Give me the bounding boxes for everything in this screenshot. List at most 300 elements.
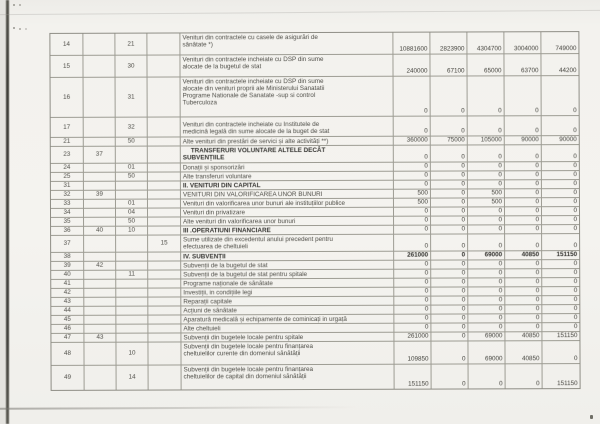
value-col-4 bbox=[505, 305, 542, 313]
indicator-name bbox=[180, 55, 393, 77]
indicator-name-text: Subvenții de la bugetul de stat pentru spitale bbox=[183, 271, 308, 279]
row-number bbox=[51, 138, 84, 146]
code-chapter bbox=[83, 34, 115, 55]
row-number bbox=[51, 289, 84, 297]
value-col-3-text: 0 bbox=[498, 323, 503, 331]
code-subchapter bbox=[116, 218, 148, 226]
value-col-2-text: 0 bbox=[461, 107, 465, 115]
code-subchapter-text: 10 bbox=[128, 350, 136, 358]
value-col-1 bbox=[394, 324, 431, 332]
value-col-4 bbox=[505, 251, 542, 259]
value-col-4-text: 0 bbox=[535, 127, 539, 135]
value-col-1-text: 0 bbox=[424, 153, 428, 161]
indicator-name-text: Venituri din contractele incheiate cu DSP din sume alocate din venituri proprii ale Ministerului Sanatatii Programe Nationale de Sanatate -sup si control Tuberculoza bbox=[182, 77, 325, 107]
code-chapter bbox=[84, 280, 116, 288]
indicator-name bbox=[181, 333, 394, 342]
value-col-3-text: 0 bbox=[498, 314, 503, 322]
code-chapter bbox=[84, 289, 116, 297]
value-col-1-text: 0 bbox=[424, 107, 428, 115]
code-paragraph bbox=[148, 226, 181, 234]
code-paragraph bbox=[148, 270, 181, 278]
value-col-3 bbox=[468, 251, 505, 259]
value-col-4 bbox=[505, 145, 542, 161]
value-col-5-text: 0 bbox=[573, 305, 578, 313]
value-col-5-text: 0 bbox=[573, 269, 578, 277]
value-col-5 bbox=[542, 216, 579, 224]
code-paragraph bbox=[148, 137, 181, 145]
value-col-5 bbox=[542, 198, 579, 206]
code-subchapter-text: 01 bbox=[127, 200, 135, 208]
row-number bbox=[51, 200, 84, 208]
value-col-5-text: 0 bbox=[573, 314, 578, 322]
value-col-3-text: 0 bbox=[498, 153, 502, 161]
value-col-5-text: 0 bbox=[573, 198, 577, 206]
indicator-name bbox=[181, 261, 394, 270]
indicator-name-text: Venituri din valorificarea unor bunuri ale instituțiilor publice bbox=[182, 199, 346, 208]
value-col-1-text: 0 bbox=[424, 278, 429, 286]
value-col-1 bbox=[393, 55, 430, 76]
value-col-2-text: 0 bbox=[461, 314, 466, 322]
code-paragraph bbox=[148, 217, 181, 225]
code-paragraph bbox=[148, 190, 181, 198]
value-col-2 bbox=[431, 76, 468, 115]
value-col-1-text: 0 bbox=[424, 207, 429, 215]
indicator-name-text: Donații și sponsorizări bbox=[182, 164, 245, 172]
value-col-1-text: 10881600 bbox=[399, 45, 428, 53]
indicator-name bbox=[181, 163, 394, 172]
row-number bbox=[51, 209, 84, 217]
code-chapter bbox=[84, 298, 116, 306]
indicator-name bbox=[181, 235, 394, 252]
value-col-1 bbox=[394, 199, 431, 207]
code-paragraph bbox=[148, 235, 181, 251]
row-number-text: 16 bbox=[63, 93, 71, 101]
code-subchapter bbox=[117, 366, 149, 390]
value-col-5-text: 0 bbox=[573, 162, 577, 170]
value-col-2 bbox=[431, 332, 468, 340]
value-col-1 bbox=[394, 208, 431, 216]
value-col-3-text: 0 bbox=[498, 260, 503, 268]
value-col-5 bbox=[542, 136, 579, 144]
value-col-1 bbox=[394, 333, 431, 341]
indicator-name bbox=[181, 342, 394, 365]
value-col-3-text: 0 bbox=[498, 216, 503, 224]
code-chapter bbox=[84, 191, 116, 199]
value-col-1-text: 0 bbox=[424, 171, 428, 179]
row-number-text: 43 bbox=[63, 298, 71, 306]
value-col-4 bbox=[504, 32, 541, 53]
indicator-name-text: Investiții, in condițiile legi bbox=[183, 289, 253, 297]
value-col-5 bbox=[542, 207, 579, 215]
code-subchapter bbox=[116, 298, 148, 306]
value-col-2-text: 0 bbox=[461, 207, 466, 215]
value-col-3-text: 0 bbox=[499, 380, 503, 388]
table-row-48 bbox=[51, 341, 579, 366]
row-number-text: 44 bbox=[63, 307, 71, 315]
code-chapter bbox=[84, 78, 116, 117]
row-number bbox=[50, 56, 83, 77]
code-subchapter bbox=[116, 147, 148, 163]
code-paragraph bbox=[148, 342, 181, 364]
value-col-1 bbox=[394, 137, 431, 145]
indicator-name bbox=[181, 306, 394, 315]
code-subchapter-text: 50 bbox=[127, 173, 135, 181]
row-number bbox=[51, 316, 84, 324]
value-col-5 bbox=[542, 341, 579, 363]
value-col-4 bbox=[505, 216, 542, 224]
value-col-5 bbox=[542, 180, 579, 188]
row-number-text: 42 bbox=[63, 289, 71, 297]
value-col-2-text: 0 bbox=[461, 269, 466, 277]
indicator-name bbox=[181, 172, 394, 181]
code-subchapter-text: 32 bbox=[127, 123, 135, 131]
row-number-text: 40 bbox=[63, 271, 71, 279]
row-number-text: 23 bbox=[63, 151, 71, 159]
code-chapter bbox=[84, 164, 116, 172]
code-subchapter-text: 10 bbox=[128, 227, 136, 235]
code-paragraph bbox=[148, 172, 181, 180]
value-col-3 bbox=[468, 269, 505, 277]
value-col-5 bbox=[542, 162, 579, 170]
value-col-2 bbox=[431, 198, 468, 206]
indicator-name bbox=[181, 181, 394, 190]
code-chapter bbox=[84, 147, 116, 163]
code-subchapter-text: 50 bbox=[128, 218, 136, 226]
code-chapter bbox=[84, 218, 116, 226]
indicator-name bbox=[181, 190, 394, 199]
value-col-3 bbox=[468, 145, 505, 161]
value-col-2 bbox=[431, 136, 468, 144]
row-number bbox=[51, 118, 84, 137]
value-col-3-text: 0 bbox=[498, 171, 502, 179]
indicator-name-text: Alte transferuri voluntare bbox=[182, 173, 252, 181]
value-col-3 bbox=[468, 341, 505, 363]
value-col-2 bbox=[431, 180, 468, 188]
value-col-5-text: 90000 bbox=[559, 136, 577, 144]
value-col-3-text: 0 bbox=[498, 162, 502, 170]
value-col-5 bbox=[542, 314, 579, 322]
value-col-5-text: 0 bbox=[573, 152, 577, 161]
row-number bbox=[51, 78, 84, 117]
value-col-4-text: 0 bbox=[535, 287, 540, 295]
value-col-1-text: 0 bbox=[424, 305, 429, 313]
value-col-1-text: 0 bbox=[424, 287, 429, 295]
value-col-1-text: 360000 bbox=[406, 136, 428, 144]
indicator-name bbox=[181, 288, 394, 297]
indicator-name-text: VENITURI DIN VALORIFICAREA UNOR BUNURI bbox=[182, 190, 323, 199]
value-col-2 bbox=[431, 225, 468, 233]
value-col-2 bbox=[431, 305, 468, 313]
value-col-1 bbox=[394, 190, 431, 198]
value-col-1 bbox=[394, 297, 431, 305]
row-number bbox=[51, 191, 84, 199]
value-col-5-text: 151150 bbox=[556, 332, 578, 340]
value-col-4 bbox=[505, 162, 542, 170]
value-col-4-text: 0 bbox=[536, 380, 540, 388]
value-col-4 bbox=[505, 189, 542, 197]
code-chapter-text: 37 bbox=[95, 151, 103, 159]
value-col-4-text: 0 bbox=[535, 269, 540, 277]
indicator-name-text: III .OPERATIUNI FINANCIARE bbox=[183, 227, 271, 235]
value-col-3-text: 65000 bbox=[483, 67, 502, 75]
code-chapter bbox=[84, 325, 116, 333]
value-col-2 bbox=[431, 251, 468, 259]
code-paragraph bbox=[148, 297, 181, 305]
value-col-2 bbox=[431, 323, 468, 331]
code-chapter bbox=[84, 343, 116, 365]
value-col-5-text: 0 bbox=[573, 278, 578, 286]
value-col-2-text: 0 bbox=[461, 260, 466, 268]
value-col-4 bbox=[506, 364, 543, 388]
code-paragraph bbox=[148, 279, 181, 287]
code-chapter bbox=[85, 366, 117, 390]
value-col-5 bbox=[542, 189, 579, 197]
indicator-name bbox=[181, 117, 394, 137]
code-chapter bbox=[84, 227, 116, 235]
value-col-4 bbox=[505, 296, 542, 304]
value-col-5-text: 0 bbox=[573, 323, 578, 331]
value-col-5-text: 0 bbox=[573, 180, 577, 188]
code-paragraph bbox=[148, 252, 181, 260]
value-col-4 bbox=[505, 76, 542, 115]
value-col-1-text: 109850 bbox=[407, 355, 429, 363]
code-chapter bbox=[84, 173, 116, 181]
code-chapter-text: 43 bbox=[96, 334, 104, 342]
value-col-3 bbox=[467, 32, 504, 53]
code-subchapter bbox=[116, 182, 148, 190]
value-col-1-text: 0 bbox=[424, 162, 428, 170]
value-col-4-text: 0 bbox=[535, 278, 540, 286]
value-col-4 bbox=[505, 136, 542, 144]
value-col-4-text: 0 bbox=[535, 180, 539, 188]
value-col-2-text: 0 bbox=[461, 127, 465, 135]
code-subchapter bbox=[116, 271, 148, 279]
value-col-1-text: 261000 bbox=[407, 251, 429, 259]
value-col-5 bbox=[542, 305, 579, 313]
indicator-name-text: Alte venituri din valorificarea unor bunuri bbox=[183, 218, 296, 226]
row-number bbox=[51, 298, 84, 306]
code-chapter bbox=[84, 271, 116, 279]
indicator-name bbox=[181, 226, 394, 235]
value-col-4-text: 0 bbox=[535, 198, 539, 206]
row-number-text: 46 bbox=[63, 325, 71, 333]
value-col-1-text: 0 bbox=[424, 260, 429, 268]
value-col-5 bbox=[542, 225, 579, 233]
row-number bbox=[51, 173, 84, 181]
code-subchapter bbox=[116, 307, 148, 315]
value-col-5-text: 0 bbox=[573, 354, 578, 363]
value-col-3 bbox=[468, 278, 505, 286]
value-col-3 bbox=[468, 116, 505, 135]
code-paragraph bbox=[149, 365, 182, 389]
value-col-5-text: 0 bbox=[573, 216, 578, 224]
table-row-49 bbox=[52, 364, 580, 390]
value-col-5-text: 749000 bbox=[555, 44, 577, 53]
value-col-1-text: 0 bbox=[424, 127, 428, 135]
value-col-5 bbox=[542, 251, 579, 259]
code-subchapter bbox=[116, 78, 148, 117]
row-number bbox=[51, 262, 84, 270]
value-col-3-text: 0 bbox=[498, 207, 503, 215]
value-col-1-text: 0 bbox=[424, 296, 429, 304]
code-paragraph bbox=[148, 208, 181, 216]
value-col-5 bbox=[542, 332, 579, 340]
code-subchapter bbox=[116, 289, 148, 297]
value-col-1 bbox=[394, 181, 431, 189]
scan-smudge-dots bbox=[13, 4, 15, 6]
value-col-5 bbox=[542, 287, 579, 295]
value-col-2 bbox=[432, 364, 469, 388]
code-chapter bbox=[84, 182, 116, 190]
code-subchapter bbox=[116, 200, 148, 208]
value-col-1 bbox=[394, 235, 431, 251]
indicator-name bbox=[181, 199, 394, 208]
value-col-1 bbox=[394, 261, 431, 269]
row-number-text: 15 bbox=[62, 62, 71, 70]
row-number-text: 37 bbox=[63, 240, 71, 248]
value-col-3-text: 4304700 bbox=[476, 45, 502, 53]
value-col-5 bbox=[541, 54, 578, 75]
code-chapter bbox=[84, 307, 116, 315]
row-number bbox=[51, 182, 84, 190]
indicator-name-text: Aparatură medicală și echipamente de cominicați in urgață bbox=[183, 315, 347, 324]
value-col-1 bbox=[394, 217, 431, 225]
code-paragraph bbox=[148, 163, 181, 171]
indicator-name bbox=[180, 33, 393, 55]
value-col-3 bbox=[468, 180, 505, 188]
value-col-5-text: 151150 bbox=[556, 251, 578, 259]
value-col-3 bbox=[468, 260, 505, 268]
indicator-name-text: Subvenții de la bugetul de stat bbox=[183, 262, 268, 270]
value-col-1-text: 0 bbox=[424, 216, 429, 224]
indicator-name-text: Venituri din contractele incheiate cu DSP din sume alocate de la bugetul de stat bbox=[182, 55, 324, 71]
indicator-name-text: IV. SUBVENȚII bbox=[183, 253, 226, 261]
indicator-name bbox=[181, 324, 394, 333]
value-col-4 bbox=[505, 269, 542, 277]
indicator-name-text: Venituri din contractele incheiate cu Institutele de medicină legală din sume alocate de la buget de stat bbox=[182, 120, 330, 136]
value-col-3-text: 0 bbox=[498, 127, 502, 135]
row-number bbox=[51, 343, 84, 365]
row-number-text: 34 bbox=[63, 209, 71, 217]
code-subchapter bbox=[116, 118, 148, 137]
value-col-1 bbox=[394, 270, 431, 278]
value-col-2 bbox=[430, 32, 467, 53]
indicator-name-text: Acțiuni de sănătate bbox=[183, 307, 237, 315]
indicator-name bbox=[181, 315, 394, 324]
value-col-4-text: 0 bbox=[535, 242, 540, 250]
row-number bbox=[51, 280, 84, 288]
value-col-2-text: 67100 bbox=[446, 67, 465, 75]
value-col-2 bbox=[431, 116, 468, 135]
code-subchapter bbox=[116, 334, 148, 342]
value-col-1 bbox=[394, 77, 431, 116]
value-col-4 bbox=[505, 207, 542, 215]
value-col-3 bbox=[468, 296, 505, 304]
value-col-2 bbox=[430, 54, 467, 75]
value-col-3 bbox=[468, 189, 505, 197]
value-col-2-text: 0 bbox=[461, 355, 466, 363]
value-col-3-text: 500 bbox=[491, 198, 502, 206]
value-col-2-text: 0 bbox=[461, 198, 465, 206]
row-number-text: 17 bbox=[63, 123, 71, 131]
value-col-3 bbox=[468, 314, 505, 322]
value-col-3-text: 0 bbox=[498, 180, 502, 188]
code-subchapter bbox=[116, 191, 148, 199]
code-subchapter-text: 30 bbox=[127, 62, 135, 70]
code-subchapter bbox=[116, 253, 148, 261]
value-col-1-text: 0 bbox=[424, 225, 429, 233]
row-number-text: 48 bbox=[63, 350, 72, 358]
value-col-4 bbox=[505, 225, 542, 233]
value-col-3-text: 0 bbox=[498, 225, 503, 233]
code-subchapter-text: 04 bbox=[127, 209, 136, 217]
value-col-3 bbox=[468, 323, 505, 331]
value-col-2-text: 0 bbox=[461, 251, 466, 259]
value-col-2 bbox=[431, 269, 468, 277]
code-subchapter bbox=[116, 173, 148, 181]
table-row-14 bbox=[50, 32, 578, 56]
value-col-5-text: 44200 bbox=[558, 66, 577, 75]
code-chapter-text: 42 bbox=[96, 262, 104, 270]
indicator-name-text: Programe naționale de sănătate bbox=[183, 280, 273, 288]
value-col-2-text: 0 bbox=[461, 323, 466, 331]
row-number bbox=[52, 366, 85, 390]
value-col-3 bbox=[469, 364, 506, 388]
value-col-4 bbox=[505, 332, 542, 340]
value-col-3 bbox=[468, 234, 505, 250]
value-col-5-text: 0 bbox=[573, 241, 578, 250]
value-col-1-text: 261000 bbox=[407, 332, 429, 340]
value-col-1 bbox=[394, 342, 431, 364]
value-col-4-text: 0 bbox=[535, 225, 540, 233]
value-col-4 bbox=[505, 116, 542, 135]
value-col-5 bbox=[542, 234, 579, 250]
value-col-2-text: 0 bbox=[461, 287, 466, 295]
row-number-text: 24 bbox=[63, 164, 71, 172]
code-subchapter bbox=[116, 236, 148, 252]
indicator-name-text: Subvenții din bugetele locale pentru finanțarea cheltuielilor curente din domeniul sănătății bbox=[183, 343, 314, 358]
scan-spine-shadow bbox=[6, 0, 9, 424]
table-row-23 bbox=[51, 145, 579, 164]
row-number-text: 14 bbox=[62, 40, 70, 48]
row-number-text: 25 bbox=[63, 173, 71, 181]
code-subchapter bbox=[116, 325, 148, 333]
code-subchapter bbox=[115, 56, 147, 77]
value-col-4 bbox=[505, 180, 542, 188]
value-col-5-text: 0 bbox=[573, 189, 577, 197]
value-col-5 bbox=[542, 323, 579, 331]
value-col-2 bbox=[431, 287, 468, 295]
code-subchapter-text: 50 bbox=[127, 138, 135, 146]
value-col-4-text: 63700 bbox=[520, 67, 539, 75]
code-chapter bbox=[83, 56, 115, 77]
code-chapter bbox=[84, 138, 116, 146]
indicator-name bbox=[181, 137, 394, 146]
value-col-2-text: 0 bbox=[461, 216, 466, 224]
value-col-5-text: 151150 bbox=[557, 379, 578, 388]
code-paragraph bbox=[148, 324, 181, 332]
value-col-4-text: 90000 bbox=[521, 136, 539, 144]
value-col-5 bbox=[542, 269, 579, 277]
value-col-1 bbox=[393, 33, 430, 54]
code-paragraph bbox=[148, 199, 181, 207]
value-col-2 bbox=[431, 278, 468, 286]
value-col-4-text: 0 bbox=[535, 260, 540, 268]
value-col-3-text: 0 bbox=[498, 242, 503, 250]
indicator-name bbox=[181, 208, 394, 217]
indicator-name bbox=[181, 297, 394, 306]
value-col-2-text: 0 bbox=[461, 171, 465, 179]
